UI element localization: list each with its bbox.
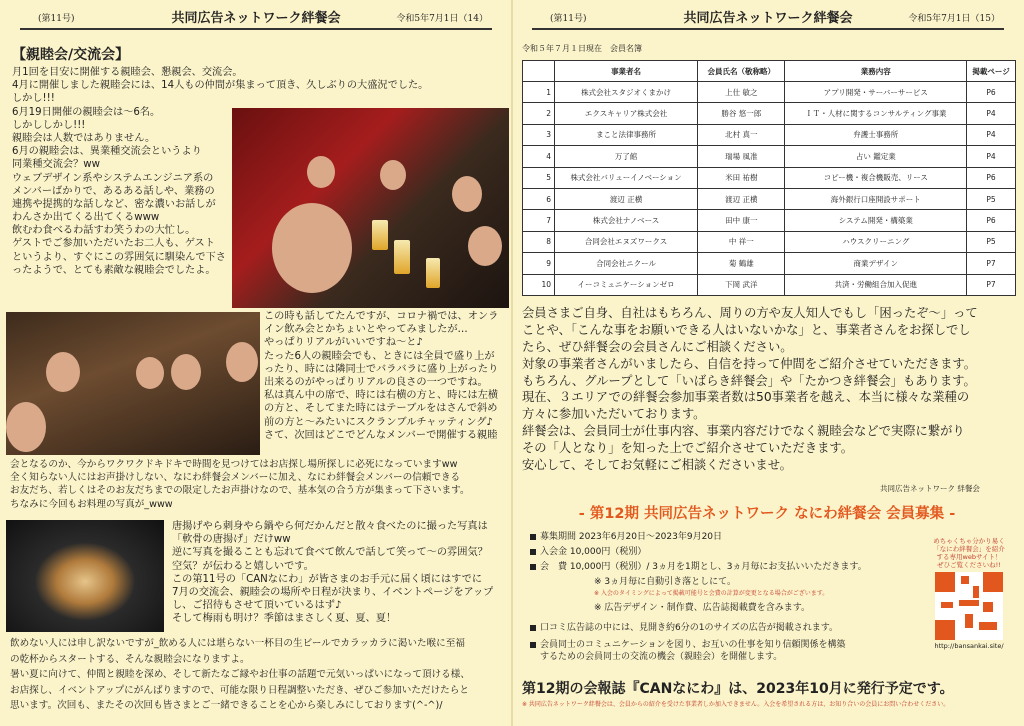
text-line: たった6人の親睦会でも、ときには全員で盛り上が: [264, 350, 495, 362]
text-line: メンバーばかりで、あるある話しや、業務の: [12, 185, 215, 197]
column-header: 掲載ページ: [967, 61, 1016, 82]
promo-line: めちゃくちゃ分かり易く: [933, 537, 1005, 545]
table-cell: 4: [523, 146, 555, 167]
table-cell: 弁護士事務所: [785, 124, 967, 145]
text-line: 現在、３エリアでの絆餐会参加事業者数は50事業者を越え、本当に様々な業種の: [522, 390, 970, 405]
text-line: 安心して、そしてお気軽にご相談くださいませ。: [522, 458, 792, 473]
column-header: [523, 61, 555, 82]
table-cell: 株式会社ナノベース: [555, 210, 698, 231]
table-cell: 6: [523, 188, 555, 209]
section-heading: 【親睦会/交流会】: [12, 47, 130, 63]
table-cell: 株式会社バリューイノベーション: [555, 167, 698, 188]
text-line: お友だち、若しくはそのお友だちまでの限定したお声掛けなので、基本気の合う方が集まって下さいます。: [10, 485, 470, 497]
table-cell: P5: [967, 188, 1016, 209]
table-cell: P6: [967, 82, 1016, 103]
table-row: [523, 274, 1016, 295]
table-header-row: [523, 61, 1016, 82]
column-header: 会員氏名（敬称略）: [698, 61, 785, 82]
promo-line: ぜひご覧くださいね!!: [937, 561, 1001, 569]
recruit-period: 募集期間 2023年6月20日～2023年9月20日: [540, 532, 723, 542]
table-row: [523, 103, 1016, 124]
table-cell: アプリ開発・サーバーサービス: [785, 82, 967, 103]
bullet-icon: [530, 642, 536, 648]
text-line: 絆餐会は、会員同士が仕事内容、事業内容だけでなく親睦会などで実際に繋がり: [522, 424, 965, 439]
table-row: [523, 167, 1016, 188]
text-line: 6月19日開催の親睦会は～6名。: [12, 106, 161, 118]
text-line: 出来るのがやっぱりリアルの良さの一つですね。: [264, 376, 488, 388]
text-line: 空気？が伝わると嬉しいです。: [172, 560, 314, 572]
newsletter-title: 共同広告ネットワーク絆餐会: [171, 11, 341, 26]
text-line: 4月に開催しました親睦会には、14人もの仲間が集まって頂き、久しぶりの大盛況でした。: [12, 80, 429, 92]
text-line: やっぱりリアルがいいですね～と♪: [264, 337, 423, 349]
table-row: [523, 231, 1016, 252]
text-line: わんさか出てくる出てくるwww: [12, 212, 160, 224]
right-header: [532, 6, 1004, 30]
table-cell: まこと法律事務所: [555, 124, 698, 145]
recruit-title: - 第12期 共同広告ネットワーク なにわ絆餐会 会員募集 -: [578, 506, 956, 522]
text-line: 同業種交流会？ww: [12, 159, 100, 171]
text-line: ちなみに今回もお料理の写真が_www: [10, 498, 173, 510]
text-line: 連携や提携的な話しなど、密な濃いお話しが: [12, 198, 216, 210]
table-cell: P4: [967, 146, 1016, 167]
table-cell: 田中 康一: [698, 210, 785, 231]
qr-code-icon[interactable]: [935, 572, 1003, 640]
note: ※ 広告デザイン・制作費、広告誌掲載費を含みます。: [594, 603, 811, 613]
table-cell: 3: [523, 124, 555, 145]
table-cell: 渡辺 正横: [698, 188, 785, 209]
text-line: 暑い夏に向けて、仲間と親睦を深め、そして新たなご縁やお仕事の話題で元気いっぱいになって頂ける様、: [10, 669, 470, 680]
recruit-details: [530, 531, 867, 663]
text-line: 会となるのか、今からワクワクドキドキで時間を見つけてはお店探し場所探しに必死になっていますww: [10, 459, 458, 470]
promo-line: する専用webサイト！: [936, 553, 1002, 561]
table-cell: 北村 真一: [698, 124, 785, 145]
table-cell: 合同会社ニクール: [555, 253, 698, 274]
table-cell: 商業デザイン: [785, 253, 967, 274]
text-line: 飲むわ食べるわ話すわ笑うわの大忙し。: [12, 225, 196, 237]
text-line: 「軟骨の唐揚げ」だけww: [172, 534, 291, 546]
text-line: ウェブデザイン系やシステムエンジニア系の: [12, 172, 214, 184]
text-line: 親睦会は人数ではありません。: [12, 132, 156, 144]
table-cell: 渡辺 正横: [555, 188, 698, 209]
table-cell: 8: [523, 231, 555, 252]
text-line: イン飲み会とかちょいとやってみましたが…: [264, 324, 468, 336]
newsletter-title: 共同広告ネットワーク絆餐会: [683, 11, 853, 26]
table-cell: P4: [967, 103, 1016, 124]
text-line: しかししかし!!!: [12, 119, 86, 131]
text-line: というより、すぐにこの雰囲気に馴染んで下さ: [12, 251, 226, 263]
table-row: [523, 82, 1016, 103]
consultation-text: [522, 305, 978, 474]
table-row: [523, 124, 1016, 145]
table-cell: 1: [523, 82, 555, 103]
table-cell: 5: [523, 167, 555, 188]
table-cell: P6: [967, 210, 1016, 231]
mid-text: [264, 310, 498, 442]
table-cell: 7: [523, 210, 555, 231]
note-red: ※ 入会のタイミングによって掲載可能号と会費の計算が変更となる場合がございます。: [594, 590, 829, 597]
text-line: 私は真ん中の席で、時には右横の方と、時には左横: [264, 390, 499, 402]
table-cell: イーコミュニケーションゼロ: [555, 274, 698, 295]
text-line: 7月の交流会、親睦会の場所や日程が決まり、イベントページをアップ: [172, 586, 494, 598]
text-line: ったり、時には隣同士でバラバラに盛り上がったり: [264, 363, 499, 375]
table-cell: 上仕 敏之: [698, 82, 785, 103]
table-cell: 株式会社スタジオくまかけ: [555, 82, 698, 103]
entry-fee: 入会金 10,000円（税別）: [540, 547, 647, 557]
text-line: の方と、そしてまた時にはテーブルをはさんで斜め: [264, 403, 498, 415]
table-cell: ＩＴ・人材に関するコンサルティング事業: [785, 103, 967, 124]
text-line: 全く知らない人にはお声掛けしない、なにわ絆餐会メンバーに加え、なにわ絆餐会メンバーの信頼できる: [10, 472, 461, 484]
food-photo: [6, 520, 164, 632]
table-cell: 海外銀行口座開設サポート: [785, 188, 967, 209]
table-cell: P7: [967, 253, 1016, 274]
closing-text: [10, 636, 470, 714]
membership-fee: 会 費 10,000円（税別）/ 3ヵ月を1期とし、3ヵ月毎にお支払いいただきます。: [540, 562, 867, 572]
text-line: お店探し、イベントアップにがんばりますので、可能な限り日程調整いただき、ぜひご参加いただけたらと: [10, 684, 469, 696]
text-line: 飲めない人には申し訳ないですが_飲める人には堪らない一杯目の生ビールでカラッカラに渇いた喉に至福: [10, 638, 465, 649]
footnote: ※ 共同広告ネットワーク絆餐会は、会員からの紹介を受けた事業者しか加入できません。入会を希望される方は、お知り合いの会員にお問い合わせください。: [522, 701, 950, 708]
text-line: ことや、「こんな事をお願いできる人はいないかな」と、事業者さんをお探しでし: [522, 322, 971, 337]
table-row: [523, 146, 1016, 167]
left-header: [20, 6, 492, 30]
wide-text: [10, 458, 470, 511]
party-photo-table: [6, 312, 260, 455]
text-line: さて、次回はどこでどんなメンバーで開催する親睦: [264, 429, 498, 441]
table-cell: P4: [967, 124, 1016, 145]
text-line: 対象の事業者さんがいましたら、自信を持って仲間をご紹介させていただきます。: [522, 356, 977, 371]
text-line: ったようで、とても素敵な親睦会でしたよ。: [12, 264, 216, 276]
text-line: し、ご招待もさせて頂いているはず♪: [172, 600, 342, 612]
table-cell: 瑞場 風准: [698, 146, 785, 167]
table-cell: 万了館: [555, 146, 698, 167]
text-line: 逆に写真を撮ることも忘れて食べて飲んで話して笑って～の雰囲気？: [172, 547, 488, 559]
column-header: 事業者名: [555, 61, 698, 82]
table-cell: エクスキャリア株式会社: [555, 103, 698, 124]
promo-line: 「なにわ絆餐会」を紹介: [933, 545, 1005, 553]
text-line: もちろん、グループとして「いばらき絆餐会」や「たかつき絆餐会」もあります。: [522, 373, 976, 388]
issue-number: (第11号): [38, 14, 75, 24]
text-line: たら、ぜひ絆餐会の会員さんにご相談ください。: [522, 339, 793, 354]
website-url[interactable]: http://bansankai.site/: [934, 642, 1004, 650]
bullet-icon: [530, 625, 536, 631]
party-photo-toast: [232, 108, 509, 308]
table-cell: 共済・労働組合加入促進: [785, 274, 967, 295]
exchange-info-cont: するための会員同士の交流の機会（親睦会）を開催します。: [540, 652, 783, 662]
ad-size-info: 口コミ広告誌の中には、見開き約6分の1のサイズの広告が掲載されます。: [540, 623, 839, 633]
member-list-caption: 令和５年７月１日現在 会員名簿: [522, 44, 642, 53]
text-line: 前の方と～みたいにスクランブルチャッティング♪: [264, 416, 493, 428]
signature: 共同広告ネットワーク 絆餐会: [880, 484, 980, 493]
text-line: 唐揚げやら刺身やら鍋やら何だかんだと散々食べたのに撮った写真は: [172, 521, 488, 532]
column-header: 業務内容: [785, 61, 967, 82]
bullet-icon: [530, 534, 536, 540]
issue-number: (第11号): [550, 14, 587, 24]
table-cell: 米田 祐樹: [698, 167, 785, 188]
text-line: その「人となり」を知った上でご紹介させていただきます。: [522, 441, 854, 456]
text-line: 6月の親睦会は、異業種交流会というより: [12, 146, 202, 158]
food-text: [172, 520, 493, 626]
text-line: ゲストでご参加いただいたお二人も、ゲスト: [12, 238, 215, 250]
page-date: 令和5年7月1日（14）: [396, 14, 488, 24]
table-cell: P5: [967, 231, 1016, 252]
text-line: この時も話してたんですが、コロナ禍では、オンラ: [264, 311, 499, 322]
member-table: [522, 60, 1016, 296]
text-line: しかし!!!: [12, 93, 55, 105]
note: ※ 3ヵ月毎に自動引き落としにて。: [594, 577, 736, 587]
text-line: 方々に参加いただいております。: [522, 407, 706, 422]
text-line: 会員さまご自身、自社はもちろん、周りの方や友人知人でもし「困ったぞ～」って: [522, 306, 978, 320]
website-promo: [926, 537, 1012, 650]
table-cell: コピー機・複合機販売、リース: [785, 167, 967, 188]
table-cell: 合同会社エヌズワークス: [555, 231, 698, 252]
bullet-icon: [530, 549, 536, 555]
table-cell: P7: [967, 274, 1016, 295]
table-cell: 占い 鑑定業: [785, 146, 967, 167]
page-date: 令和5年7月1日（15）: [908, 14, 1000, 24]
table-cell: 菊 鶴雄: [698, 253, 785, 274]
text-line: 月1回を目安に開催する親睦会、懇親会、交流会。: [12, 67, 243, 78]
publication-notice: 第12期の会報誌『CANなにわ』は、2023年10月に発行予定です。: [522, 681, 954, 697]
text-line: そして梅雨も明け？季節はまさしく夏、夏、夏！: [172, 613, 397, 625]
table-cell: 下岡 武洋: [698, 274, 785, 295]
table-cell: 10: [523, 274, 555, 295]
text-line: この第11号の「CANなにわ」が皆さまのお手元に届く頃にはすでに: [172, 573, 483, 585]
table-cell: 2: [523, 103, 555, 124]
table-cell: P6: [967, 167, 1016, 188]
text-line: 思います。次回も、またその次回も皆さまとご一緒できることを心から楽しみにしております(^-^)/: [10, 700, 443, 711]
table-cell: 勝谷 悠一郎: [698, 103, 785, 124]
table-row: [523, 210, 1016, 231]
table-row: [523, 188, 1016, 209]
table-row: [523, 253, 1016, 274]
table-cell: システム開発・構築業: [785, 210, 967, 231]
exchange-info: 会員同士のコミュニケーションを図り、お互いの仕事を知り信頼関係を構築: [540, 640, 846, 650]
text-line: の乾杯からスタートする、そんな親睦会になりますよ。: [10, 653, 250, 665]
bullet-icon: [530, 564, 536, 570]
table-cell: 中 祥一: [698, 231, 785, 252]
table-cell: 9: [523, 253, 555, 274]
table-cell: ハウスクリーニング: [785, 231, 967, 252]
